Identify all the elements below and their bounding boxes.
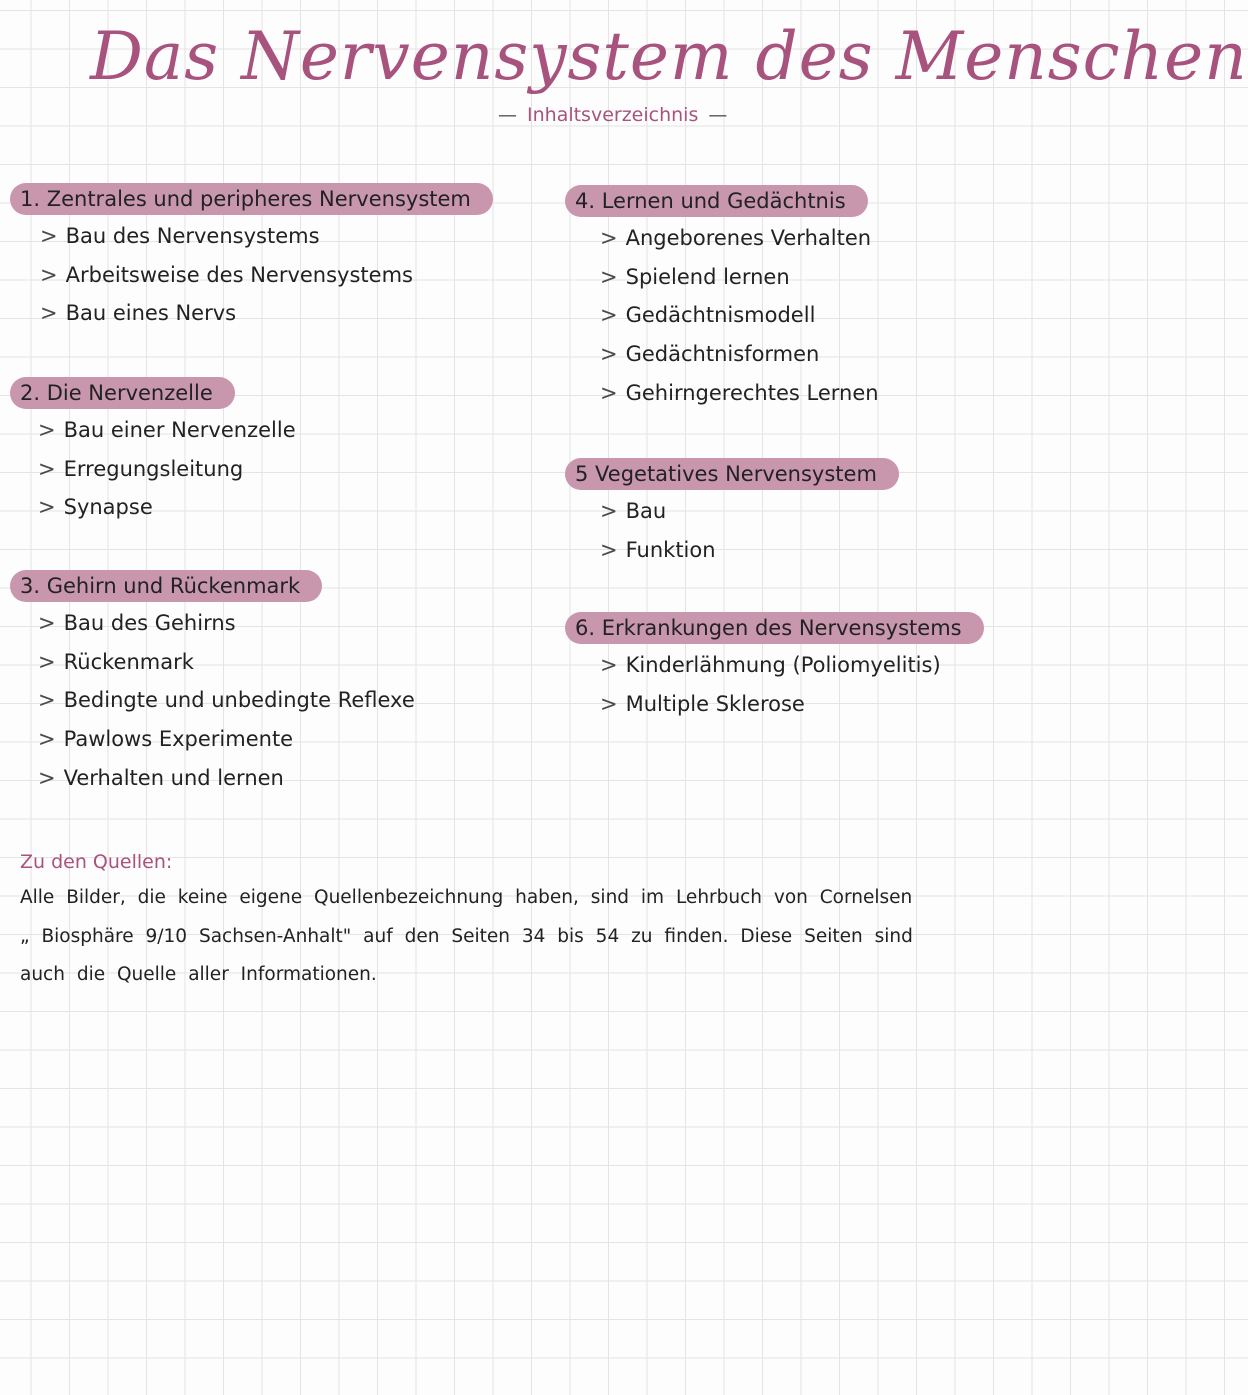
list-item: > Multiple Sklerose: [600, 691, 805, 716]
toc-section-1: [10, 183, 493, 333]
chevron-right-icon: >: [38, 727, 56, 752]
list-item: > Pawlows Experimente: [38, 727, 294, 752]
list-item: > Spielend lernen: [600, 264, 790, 289]
page-title: Das Nervensystem des Menschen: [90, 18, 1248, 95]
chevron-right-icon: >: [38, 688, 56, 713]
sources-note: [20, 845, 1040, 995]
chevron-right-icon: >: [600, 537, 618, 562]
chevron-right-icon: >: [600, 303, 618, 328]
list-item: > Kinderlähmung (Poliomyelitis): [600, 653, 941, 677]
list-item: > Bau eines Nervs: [40, 301, 237, 326]
chevron-right-icon: >: [600, 342, 618, 367]
chevron-right-icon: >: [38, 418, 56, 442]
toc-section-2: [10, 377, 296, 527]
sources-label: Zu den Quellen:: [20, 851, 173, 873]
chevron-right-icon: >: [40, 262, 58, 287]
section-header: 4. Lernen und Gedächtnis: [565, 185, 868, 217]
chevron-right-icon: >: [600, 264, 618, 289]
list-item: > Rückenmark: [38, 649, 194, 674]
list-item: > Synapse: [38, 495, 153, 520]
list-item: > Bau einer Nervenzelle: [38, 418, 296, 442]
list-item: > Bau des Nervensystems: [40, 224, 320, 248]
list-item: > Funktion: [600, 537, 716, 562]
chevron-right-icon: >: [600, 226, 618, 250]
list-item: > Gedächtnismodell: [600, 303, 816, 328]
subtitle-text: Inhaltsverzeichnis: [527, 104, 699, 126]
section-header: 6. Erkrankungen des Nervensystems: [565, 612, 984, 644]
chevron-right-icon: >: [40, 224, 58, 248]
chevron-right-icon: >: [600, 691, 618, 716]
page-subtitle: — Inhaltsverzeichnis —: [498, 104, 728, 126]
chevron-right-icon: >: [38, 495, 56, 520]
list-item: > Angeborenes Verhalten: [600, 226, 872, 250]
list-item: > Arbeitsweise des Nervensystems: [40, 262, 413, 287]
chevron-right-icon: >: [38, 765, 56, 790]
list-item: > Verhalten und lernen: [38, 765, 284, 790]
chevron-right-icon: >: [40, 301, 58, 326]
list-item: > Bedingte und unbedingte Reflexe: [38, 688, 415, 713]
sources-line: „ Biosphäre 9/10 Sachsen-Anhalt" auf den Seiten 34 bis 54 zu finden. Diese Seiten sind: [20, 925, 913, 947]
toc-section-4: [565, 185, 879, 413]
toc-section-3: [10, 570, 415, 798]
chevron-right-icon: >: [38, 456, 56, 481]
list-item: > Erregungsleitung: [38, 456, 244, 481]
list-item: > Gehirngerechtes Lernen: [600, 380, 879, 405]
sources-line: auch die Quelle aller Informationen.: [20, 964, 377, 986]
toc-section-5: [565, 458, 899, 569]
section-header: 2. Die Nervenzelle: [10, 377, 235, 409]
list-item: > Gedächtnisformen: [600, 342, 820, 367]
chevron-right-icon: >: [600, 653, 618, 677]
section-header: 3. Gehirn und Rückenmark: [10, 570, 322, 602]
chevron-right-icon: >: [600, 499, 618, 523]
section-header: 5 Vegetatives Nervensystem: [565, 458, 899, 490]
chevron-right-icon: >: [38, 649, 56, 674]
list-item: > Bau: [600, 499, 667, 523]
chevron-right-icon: >: [38, 611, 56, 635]
sources-line: Alle Bilder, die keine eigene Quellenbezeichnung haben, sind im Lehrbuch von Cornelsen: [20, 887, 913, 908]
chevron-right-icon: >: [600, 380, 618, 405]
section-header: 1. Zentrales und peripheres Nervensystem: [10, 183, 493, 215]
list-item: > Bau des Gehirns: [38, 611, 236, 635]
toc-section-6: [565, 612, 984, 723]
